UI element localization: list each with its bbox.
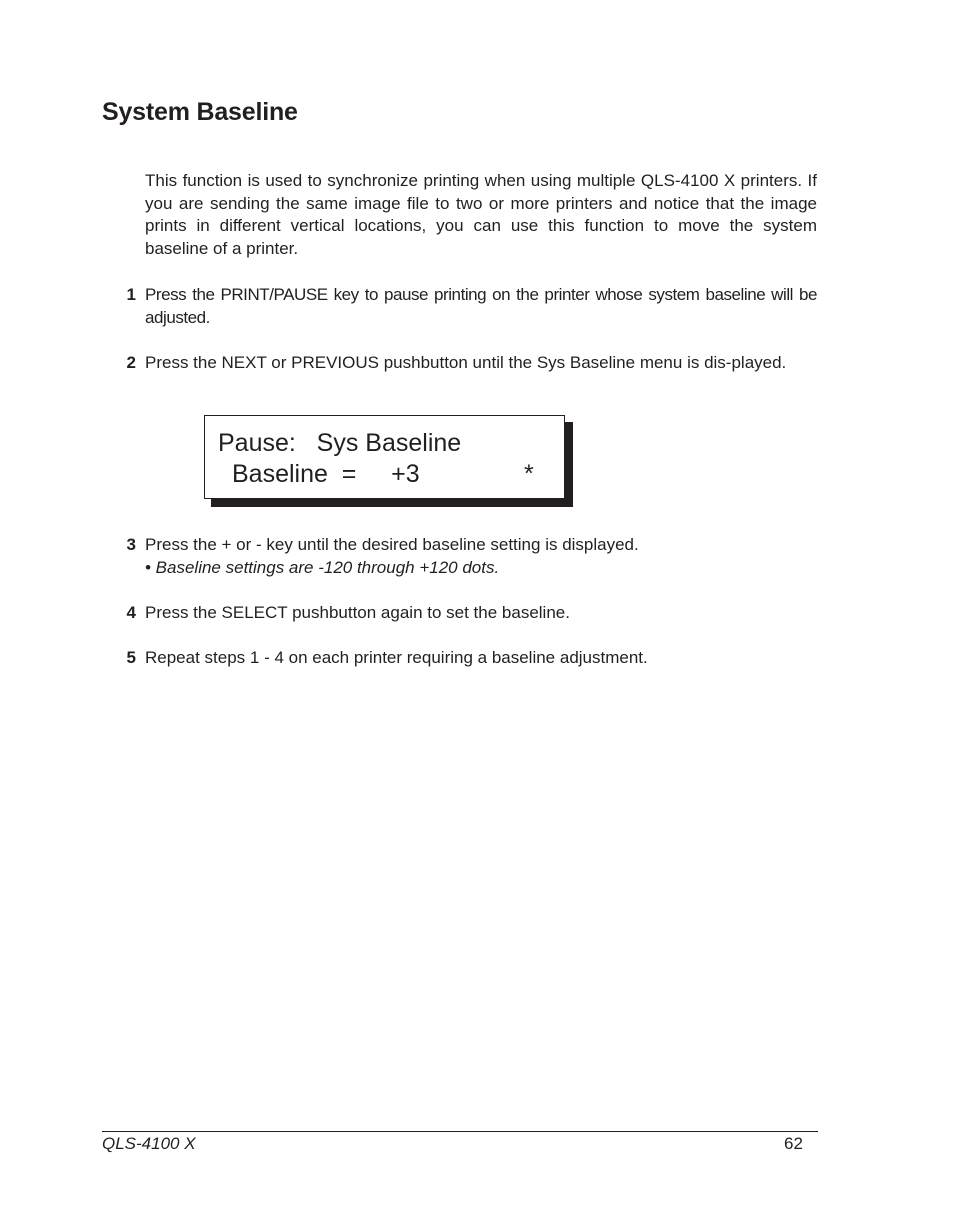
step-1	[120, 284, 817, 329]
step-2	[120, 352, 817, 375]
footer-model: QLS-4100 X	[102, 1134, 196, 1153]
footer-divider	[102, 1131, 818, 1132]
step-number: 3	[126, 535, 136, 554]
lcd-line-2: Baseline = +3	[232, 460, 420, 488]
lcd-display	[204, 415, 565, 499]
page-title: System Baseline	[102, 98, 298, 126]
step-3	[120, 534, 817, 579]
step-text: Press the PRINT/PAUSE key to pause printing on the printer whose system baseline will be adjusted.	[145, 285, 817, 327]
lcd-indicator: *	[524, 460, 534, 488]
step-text: Press the NEXT or PREVIOUS pushbutton until the Sys Baseline menu is dis-played.	[145, 353, 787, 372]
lcd-line-1: Pause: Sys Baseline	[218, 429, 462, 457]
step-number: 2	[126, 353, 136, 372]
step-text: Press the SELECT pushbutton again to set the baseline.	[145, 603, 570, 622]
step-4	[120, 602, 817, 625]
step-main-text: Press the + or - key until the desired baseline setting is displayed.	[145, 535, 639, 554]
step-text	[145, 534, 817, 579]
step-text: Repeat steps 1 - 4 on each printer requiring a baseline adjustment.	[145, 648, 648, 667]
step-number: 1	[126, 285, 136, 304]
intro-paragraph: This function is used to synchronize printing when using multiple QLS-4100 X printers. If you are sending the same image file to two or more printers and notice that the image prints in different vertical locations, you can use this function to move the system baseline of a printer.	[145, 171, 817, 258]
step-number: 5	[126, 648, 136, 667]
step-note: • Baseline settings are -120 through +120 dots.	[145, 557, 500, 577]
page-number: 62	[784, 1134, 803, 1153]
step-5	[120, 647, 817, 670]
step-number: 4	[126, 603, 136, 622]
